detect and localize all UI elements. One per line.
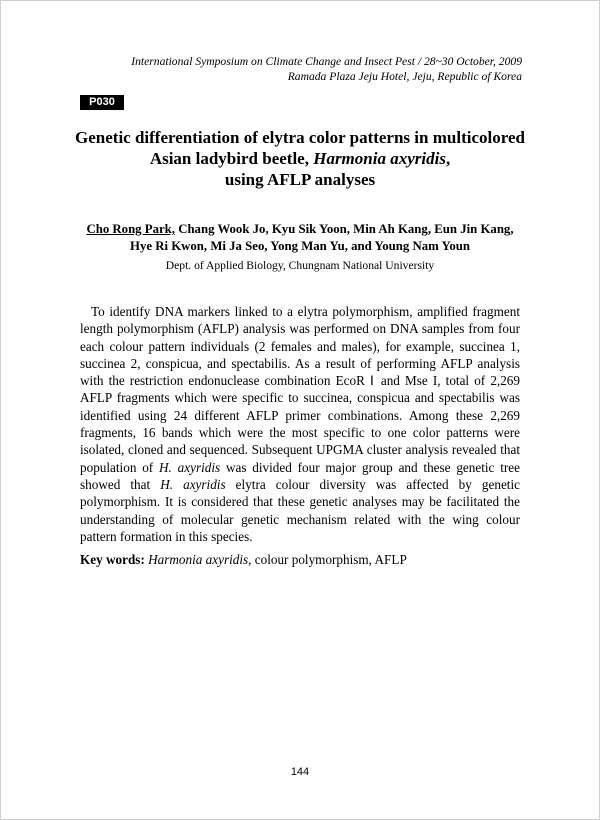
paper-title: [60, 127, 540, 190]
poster-code-badge: P030: [80, 95, 124, 110]
page-number: 144: [290, 766, 310, 778]
abstract-body: [80, 303, 520, 545]
authors-line-2: Hye Ri Kwon, Mi Ja Seo, Yong Man Yu, and Young Nam Youn: [129, 239, 470, 253]
author-list: [55, 221, 545, 255]
abstract-text-1: To identify DNA markers linked to a elytra polymorphism, amplified fragment length polymorphism (AFLP) analysis was performed on DNA samples from four each colour pattern individuals (2 females and males), for example, succinea 1, succinea 2, conspicua, and spectabilis. As a result of performing AFLP analysis with the restriction endonuclease combination EcoR Ⅰ and Mse I, total of 2,269 AFLP fragments which were specific to succinea, conspicua and spectabilis was identified using 24 different AFLP primer combinations. Among these 2,269 fragments, 16 bands which were the most specific to one color patterns were isolated, cloned and sequenced. Subsequent UPGMA cluster analysis revealed that population of: [80, 304, 520, 475]
co-authors-line-1: Chang Wook Jo, Kyu Sik Yoon, Min Ah Kang, Eun Jin Kang,: [175, 222, 514, 236]
title-line-2-end: ,: [445, 149, 451, 168]
abstract-species-1: H. axyridis: [159, 459, 221, 475]
authors-line-1: [55, 221, 545, 238]
abstract-species-2: H. axyridis: [160, 476, 226, 492]
keywords-label: Key words:: [80, 552, 145, 567]
header-line-2: Ramada Plaza Jeju Hotel, Jeju, Republic of Korea: [287, 69, 522, 83]
conference-header: [131, 55, 522, 84]
title-line-1: Genetic differentiation of elytra color patterns in multicolored: [75, 128, 525, 147]
title-line-2: [60, 148, 540, 169]
keywords-line: [80, 551, 520, 568]
title-species-name: Harmonia axyridis: [313, 149, 446, 168]
title-line-2-text: Asian ladybird beetle,: [149, 149, 314, 168]
header-line-1: International Symposium on Climate Change and Insect Pest / 28~30 October, 2009: [131, 55, 522, 68]
abstract-text-2: was divided four major group and these genetic tree showed that: [80, 459, 520, 492]
keyword-species: Harmonia axyridis,: [148, 552, 252, 567]
keywords-rest: colour polymorphism, AFLP: [251, 552, 407, 567]
abstract-text-3: elytra colour diversity was affected by genetic polymorphism. It is considered that these genetic analyses may be facilitated the understanding of molecular genetic mechanism related with the wing colour pattern formation in this species.: [80, 476, 520, 544]
presenting-author: Cho Rong Park,: [86, 222, 175, 236]
title-line-3: using AFLP analyses: [224, 170, 376, 189]
affiliation: Dept. of Applied Biology, Chungnam National University: [165, 259, 435, 272]
